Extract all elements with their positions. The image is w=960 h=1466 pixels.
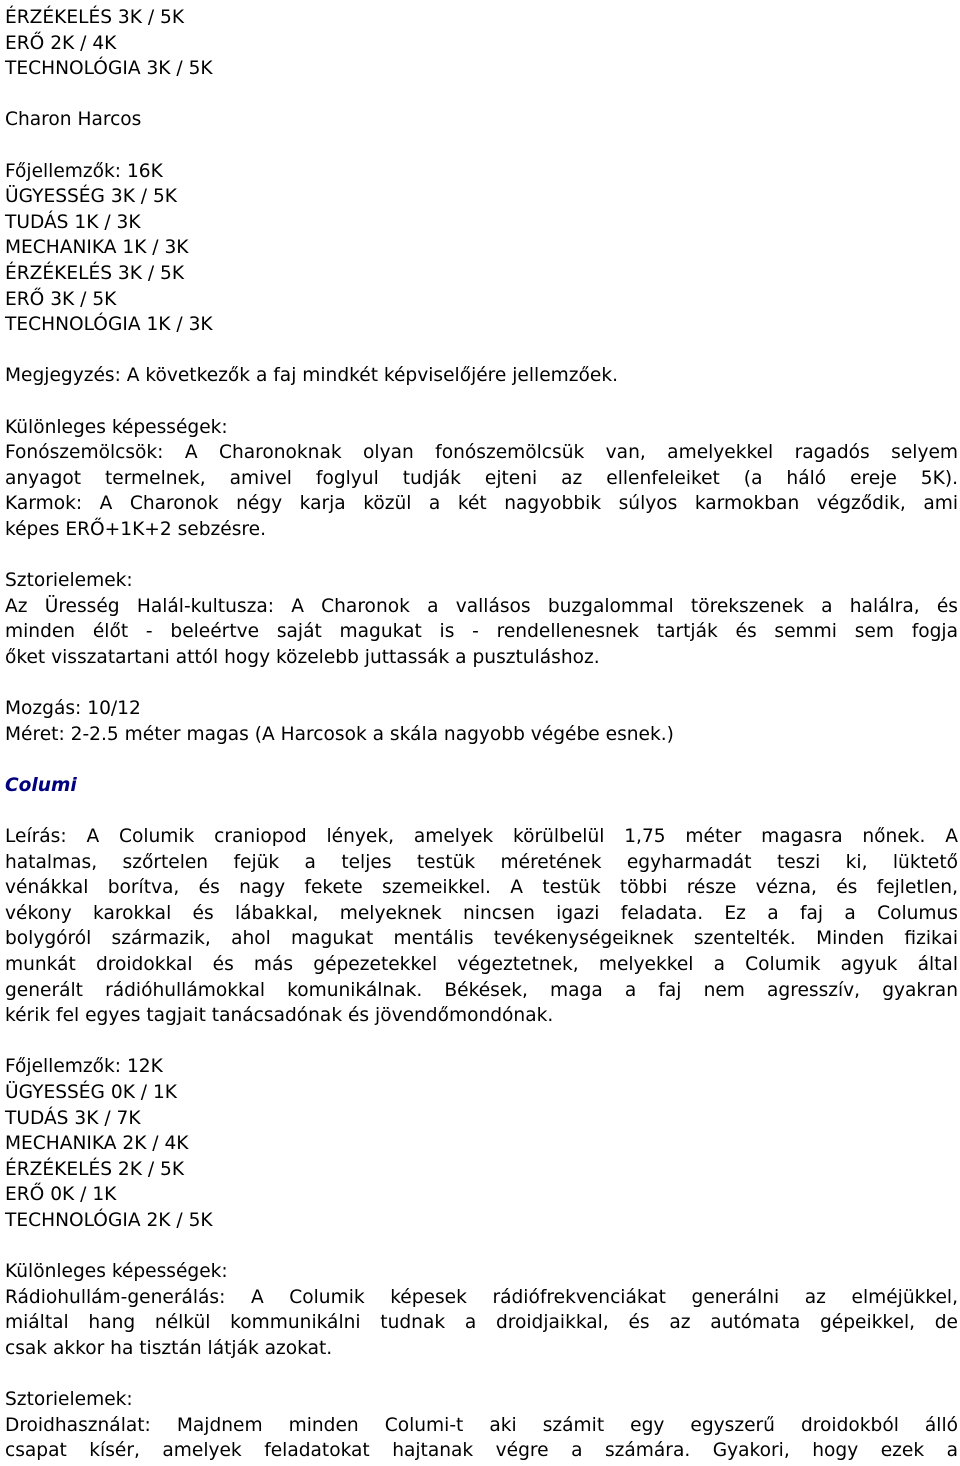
paragraph-line: vékony karokkal és lábakkal, melyeknek nincsen igazi feladata. Ez a faj a Columus — [5, 902, 958, 924]
stat-line: ERŐ 3K / 5K — [5, 288, 117, 310]
note-text: Megjegyzés: A következők a faj mindkét képviselőjére jellemzőek. — [5, 365, 619, 387]
columi-description — [5, 824, 958, 1029]
paragraph-line: generált rádióhullámokkal komunikálnak. Békések, maga a faj nem agresszív, gyakran — [5, 979, 958, 1001]
stat-line: ÜGYESSÉG 3K / 5K — [5, 186, 178, 208]
paragraph-line: kérik fel egyes tagjait tanácsadónak és jövendőmondónak. — [5, 1005, 554, 1027]
stat-line: ÉRZÉKELÉS 2K / 5K — [5, 1158, 185, 1180]
paragraph-line: őket visszatartani attól hogy közelebb juttassák a pusztuláshoz. — [5, 646, 600, 668]
stat-line: ÉRZÉKELÉS 3K / 5K — [5, 7, 185, 28]
movement-text: Mozgás: 10/12 — [5, 698, 141, 720]
stat-line: Főjellemzők: 16K — [5, 160, 163, 182]
charon-warrior-stats — [5, 159, 958, 338]
paragraph-line: csak akkor ha tisztán látják azokat. — [5, 1337, 333, 1359]
abilities-heading: Különleges képességek: — [5, 1261, 228, 1283]
stat-line: ÜGYESSÉG 0K / 1K — [5, 1081, 178, 1103]
paragraph-line: képes ERŐ+1K+2 sebzésre. — [5, 518, 267, 540]
stat-line: TECHNOLÓGIA 3K / 5K — [5, 58, 213, 80]
stat-line: ERŐ 2K / 4K — [5, 32, 117, 54]
columi-stats — [5, 1054, 958, 1233]
paragraph-line: munkát droidokkal és más gépezetekkel végeztetnek, melyekkel a Columik agyuk által — [5, 953, 958, 975]
paragraph-line: minden élőt - beleértve saját magukat is - rendellenesnek tartják és semmi sem fogja — [5, 621, 958, 643]
paragraph-line: Karmok: A Charonok négy karja közül a két nagyobbik súlyos karmokban végződik, ami — [5, 493, 958, 515]
stat-line: ÉRZÉKELÉS 3K / 5K — [5, 262, 185, 284]
paragraph-line: Leírás: A Columik craniopod lények, amelyek körülbelül 1,75 méter magasra nőnek. A — [5, 826, 958, 847]
section-title-columi: Columi — [5, 774, 77, 796]
story-heading: Sztorielemek: — [5, 570, 133, 592]
stat-line: Főjellemzők: 12K — [5, 1056, 163, 1078]
abilities-heading: Különleges képességek: — [5, 416, 228, 438]
charon-warrior-name: Charon Harcos — [5, 109, 142, 131]
size-text: Méret: 2-2.5 méter magas (A Harcosok a skála nagyobb végébe esnek.) — [5, 723, 674, 745]
paragraph-line: anyagot termelnek, amivel foglyul tudják ejteni az ellenfeleiket (a háló ereje 5K). — [5, 467, 958, 489]
stat-line: TUDÁS 1K / 3K — [5, 211, 141, 233]
paragraph-line: miáltal hang nélkül kommunikálni tudnak a droidjaikkal, és az autómata gépeikkel, de — [5, 1312, 958, 1334]
stat-line: MECHANIKA 2K / 4K — [5, 1133, 189, 1155]
paragraph-line: Fonószemölcsök: A Charonoknak olyan fonószemölcsük van, amelyekkel ragadós selyem — [5, 442, 958, 464]
paragraph-line: Droidhasználat: Majdnem minden Columi-t aki számit egy egyszerű droidokból álló — [5, 1414, 958, 1436]
story-heading: Sztorielemek: — [5, 1389, 133, 1411]
paragraph-line: hatalmas, szőrtelen fejük a teljes testük méretének egyharmadát teszi ki, lüktető — [5, 851, 958, 873]
stat-line: TUDÁS 3K / 7K — [5, 1107, 141, 1129]
stat-line: MECHANIKA 1K / 3K — [5, 237, 189, 259]
paragraph-line: vénákkal borítva, és nagy fekete szemeikkel. A testük többi része vézna, és fejletlen, — [5, 877, 958, 899]
stat-line: ERŐ 0K / 1K — [5, 1184, 117, 1206]
stat-line: TECHNOLÓGIA 2K / 5K — [5, 1209, 213, 1231]
paragraph-line: bolygóról származik, ahol magukat mentális tevékenységeiknek szentelték. Minden fizikai — [5, 928, 958, 950]
paragraph-line: csapat kísér, amelyek feladatokat hajtanak végre a számára. Gyakori, hogy ezek a — [5, 1440, 958, 1462]
paragraph-line: Az Üresség Halál-kultusza: A Charonok a vallásos buzgalommal törekszenek a halálra, és — [5, 595, 958, 617]
stat-line: TECHNOLÓGIA 1K / 3K — [5, 314, 213, 336]
paragraph-line: Rádiohullám-generálás: A Columik képesek rádiófrekvenciákat generálni az elméjükkel, — [5, 1286, 958, 1308]
document-page — [5, 5, 958, 1464]
charon-top-stats — [5, 5, 958, 82]
